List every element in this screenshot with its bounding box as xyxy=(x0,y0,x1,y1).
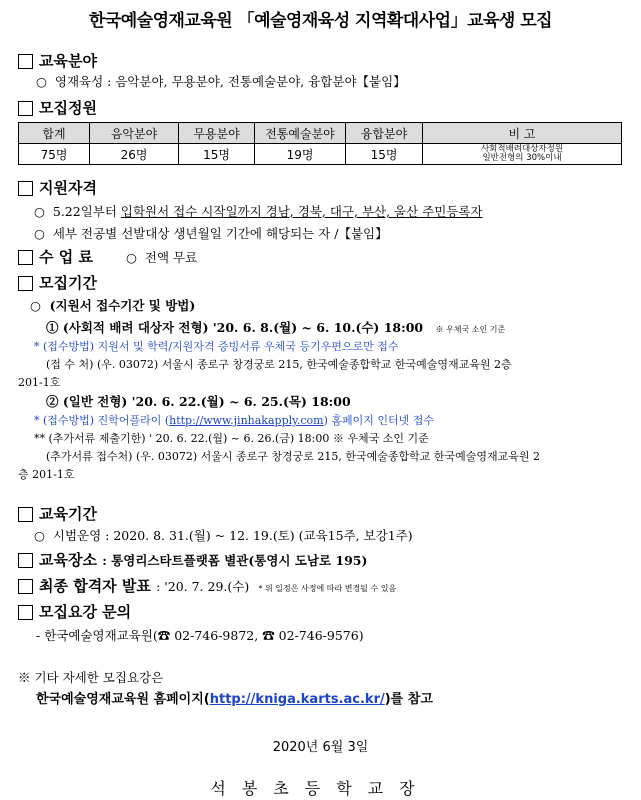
circle-bullet-icon: ○ xyxy=(126,250,137,265)
period-sub xyxy=(30,296,195,314)
footer-note: ※ 기타 자세한 모집요강은 xyxy=(18,670,164,685)
header-cell: 비 고 xyxy=(423,123,622,144)
eligibility-bullet-1 xyxy=(34,202,483,220)
table-header-row xyxy=(19,123,622,144)
period-sub-text: (지원서 접수기간 및 방법) xyxy=(49,298,196,313)
circle-bullet-icon: ○ xyxy=(30,298,41,313)
eligibility-underlined: 입학원서 접수 시작일까지 경남, 경북, 대구, 부산, 울산 주민등록자 xyxy=(120,204,483,219)
header-cell: 전통예술분야 xyxy=(255,123,346,144)
table-cell: 19명 xyxy=(255,144,346,165)
table-cell: 15명 xyxy=(346,144,423,165)
checkbox-icon xyxy=(18,250,33,265)
checkbox-icon xyxy=(18,605,33,620)
section-label: 지원자격 xyxy=(39,179,97,197)
eligibility-text: 세부 전공별 선발대상 생년월일 기간에 해당되는 자 /【붙임】 xyxy=(52,226,388,241)
period-item-1 xyxy=(46,318,505,336)
checkbox-icon xyxy=(18,553,33,568)
section-period-heading xyxy=(18,272,97,293)
edu-period-text: 시범운영 : 2020. 8. 31.(월) ~ 12. 19.(토) (교육15주, 보강1주) xyxy=(52,528,413,543)
period-item-text: ① (사회적 배려 대상자 전형) '20. 6. 8.(월) ~ 6. 10.(수) 18:00 xyxy=(46,320,424,335)
circle-bullet-icon: ○ xyxy=(34,204,45,219)
section-label: 모집기간 xyxy=(39,274,97,292)
homepage-text: 한국예술영재교육원 홈페이지( xyxy=(36,692,210,707)
note-line: 일반전형의 30%이내 xyxy=(482,153,562,163)
note-line: 사회적배려대상자정원 xyxy=(480,144,564,154)
section-label: 교육분야 xyxy=(39,52,97,70)
final-text: : '20. 7. 29.(수) xyxy=(156,579,250,594)
tuition-bullet xyxy=(126,248,197,266)
section-quota-heading xyxy=(18,97,97,118)
page-title: 한국예술영재교육원 「예술영재육성 지역확대사업」교육생 모집 xyxy=(88,11,553,31)
table-cell: 15명 xyxy=(179,144,255,165)
checkbox-icon xyxy=(18,276,33,291)
checkbox-icon xyxy=(18,181,33,196)
place-text: : 통영리스타트플랫폼 별관(통영시 도남로 195) xyxy=(102,553,368,568)
eligibility-prefix: 5.22일부터 xyxy=(52,204,121,219)
homepage-text: )를 참고 xyxy=(384,692,433,707)
section-inquiry-heading xyxy=(18,601,131,622)
quota-table xyxy=(18,122,622,165)
table-cell: 75명 xyxy=(19,144,90,165)
jinhakapply-link[interactable]: http://www.jinhakapply.com xyxy=(169,414,324,427)
checkbox-icon xyxy=(18,507,33,522)
homepage-link[interactable]: http://kniga.karts.ac.kr/ xyxy=(209,692,385,707)
note-cell xyxy=(423,144,622,165)
issue-date: 2020년 6월 3일 xyxy=(272,740,369,755)
checkbox-icon xyxy=(18,579,33,594)
circle-bullet-icon: ○ xyxy=(34,528,45,543)
section-eligibility-heading xyxy=(18,177,97,198)
section-label: 모집요강 문의 xyxy=(39,603,132,621)
section-tuition-heading xyxy=(18,246,93,267)
period-item-2: ② (일반 전형) '20. 6. 22.(월) ~ 6. 25.(목) 18:00 xyxy=(46,394,351,409)
section-label: 교육장소 xyxy=(39,551,97,569)
period-item-note: ※ 우체국 소인 기준 xyxy=(435,325,506,334)
method-text: ) 홈페이지 인터넷 접수 xyxy=(323,414,435,427)
section-place-heading xyxy=(18,549,367,570)
field-bullet xyxy=(36,72,406,90)
final-note: * 위 일정은 사정에 따라 변경될 수 있음 xyxy=(258,584,397,593)
section-final-heading xyxy=(18,575,396,596)
section-label: 교육기간 xyxy=(39,505,97,523)
header-cell: 무용분야 xyxy=(179,123,255,144)
section-edu-period-heading xyxy=(18,503,97,524)
method-text: * (접수방법) 진학어플라이 ( xyxy=(34,414,170,427)
issuer-name: 석봉초등학교장 xyxy=(210,779,431,798)
header-cell: 음악분야 xyxy=(90,123,179,144)
tuition-text: 전액 무료 xyxy=(144,250,198,265)
field-text: 영재육성 : 음악분야, 무용분야, 전통예술분야, 융합분야【붙임】 xyxy=(54,74,406,89)
section-field-heading xyxy=(18,50,97,71)
checkbox-icon xyxy=(18,54,33,69)
circle-bullet-icon: ○ xyxy=(36,74,47,89)
period-item2-place: (추가서류 접수처) (우. 03072) 서울시 종로구 창경궁로 215, 한국예술종합학교 한국예술영재교육원 2 xyxy=(46,450,541,463)
footer-homepage xyxy=(36,688,433,707)
period-item1-place: (접 수 처) (우. 03072) 서울시 종로구 창경궁로 215, 한국예술종합학교 한국예술영재교육원 2층 xyxy=(46,358,512,371)
section-label: 최종 합격자 발표 xyxy=(39,577,151,595)
header-cell: 융합분야 xyxy=(346,123,423,144)
table-row xyxy=(19,144,622,165)
edu-period-bullet xyxy=(34,526,413,544)
period-item1-place-cont: 201-1호 xyxy=(18,376,61,389)
header-cell: 합계 xyxy=(19,123,90,144)
table-cell: 26명 xyxy=(90,144,179,165)
period-item2-method xyxy=(34,412,434,428)
inquiry-text: - 한국예술영재교육원(☎ 02-746-9872, ☎ 02-746-9576) xyxy=(36,628,364,643)
period-item1-method: * (접수방법) 지원서 및 학력/지원자격 증빙서류 우체국 등기우편으로만 접수 xyxy=(34,340,399,353)
period-item2-extra: ** (추가서류 제출기한) ' 20. 6. 22.(월) ~ 6. 26.(금) 18:00 ※ 우체국 소인 기준 xyxy=(34,432,429,445)
period-item2-place-cont: 층 201-1호 xyxy=(18,468,75,481)
section-label: 수 업 료 xyxy=(39,248,93,266)
circle-bullet-icon: ○ xyxy=(34,226,45,241)
section-label: 모집정원 xyxy=(39,99,97,117)
eligibility-bullet-2 xyxy=(34,224,388,242)
checkbox-icon xyxy=(18,101,33,116)
